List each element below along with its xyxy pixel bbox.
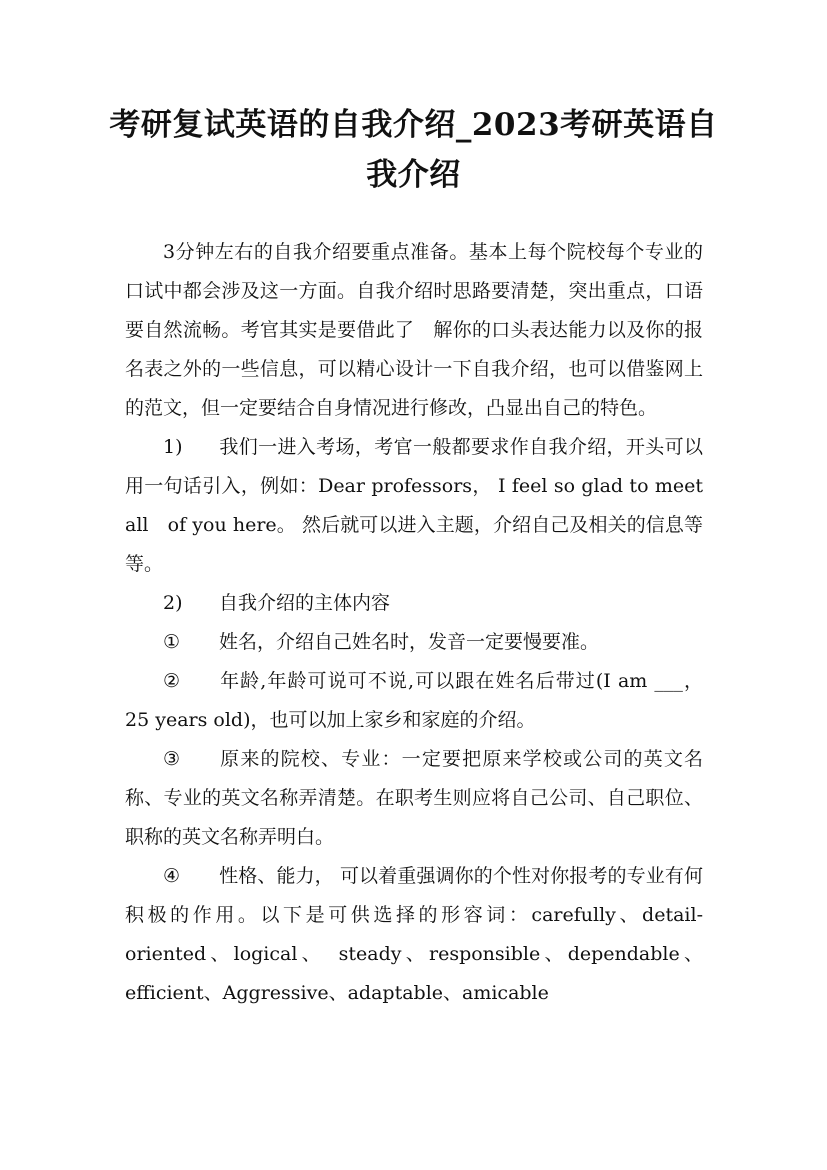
item-text: 年龄,年龄可说可不说,可以跟在姓名后带过(I am ___， 25 years old)，也可以加上家乡和家庭的介绍。 <box>125 670 703 731</box>
item-number: ② <box>163 670 181 692</box>
item-text: 原来的院校、专业：一定要把原来学校或公司的英文名称、专业的英文名称弄清楚。在职考生则应将自己公司、自己职位、职称的英文名称弄明白。 <box>125 748 703 848</box>
item-number: ③ <box>163 748 181 770</box>
item-number: 2) <box>163 592 183 614</box>
list-item-school <box>125 740 703 857</box>
item-text: 自我介绍的主体内容 <box>219 592 391 614</box>
list-item-1 <box>125 428 703 584</box>
item-number: ④ <box>163 865 181 887</box>
document-title: 考研复试英语的自我介绍_2023考研英语自我介绍 <box>109 107 718 193</box>
item-text: 姓名，介绍自己姓名时，发音一定要慢要准。 <box>219 631 600 653</box>
document-body <box>125 233 703 1013</box>
item-text: 我们一进入考场，考官一般都要求作自我介绍，开头可以用一句话引入，例如：Dear professors， I feel so glad to meet all of you here。 然后就可以进入主题，介绍自己及相关的信息等等。 <box>125 436 703 575</box>
intro-paragraph: 3分钟左右的自我介绍要重点准备。基本上每个院校每个专业的口试中都会涉及这一方面。自我介绍时思路要清楚，突出重点，口语要自然流畅。考官其实是要借此了 解你的口头表达能力以及你的报名表之外的一些信息，可以精心设计一下自我介绍，也可以借鉴网上的范文，但一定要结合自身情况进行修改，凸显出自己的特色。 <box>125 241 703 419</box>
list-item-name <box>125 623 703 662</box>
item-number: ① <box>163 631 181 653</box>
item-number: 1) <box>163 436 183 458</box>
list-item-2 <box>125 584 703 623</box>
item-text: 性格、能力， 可以着重强调你的个性对你报考的专业有何积极的作用。以下是可供选择的形容词：carefully、detail-oriented、logical、 steady、responsible、dependable、efficient、Aggressive、adaptable、amicable <box>125 865 703 1004</box>
list-item-personality <box>125 857 703 1013</box>
list-item-age <box>125 662 703 740</box>
